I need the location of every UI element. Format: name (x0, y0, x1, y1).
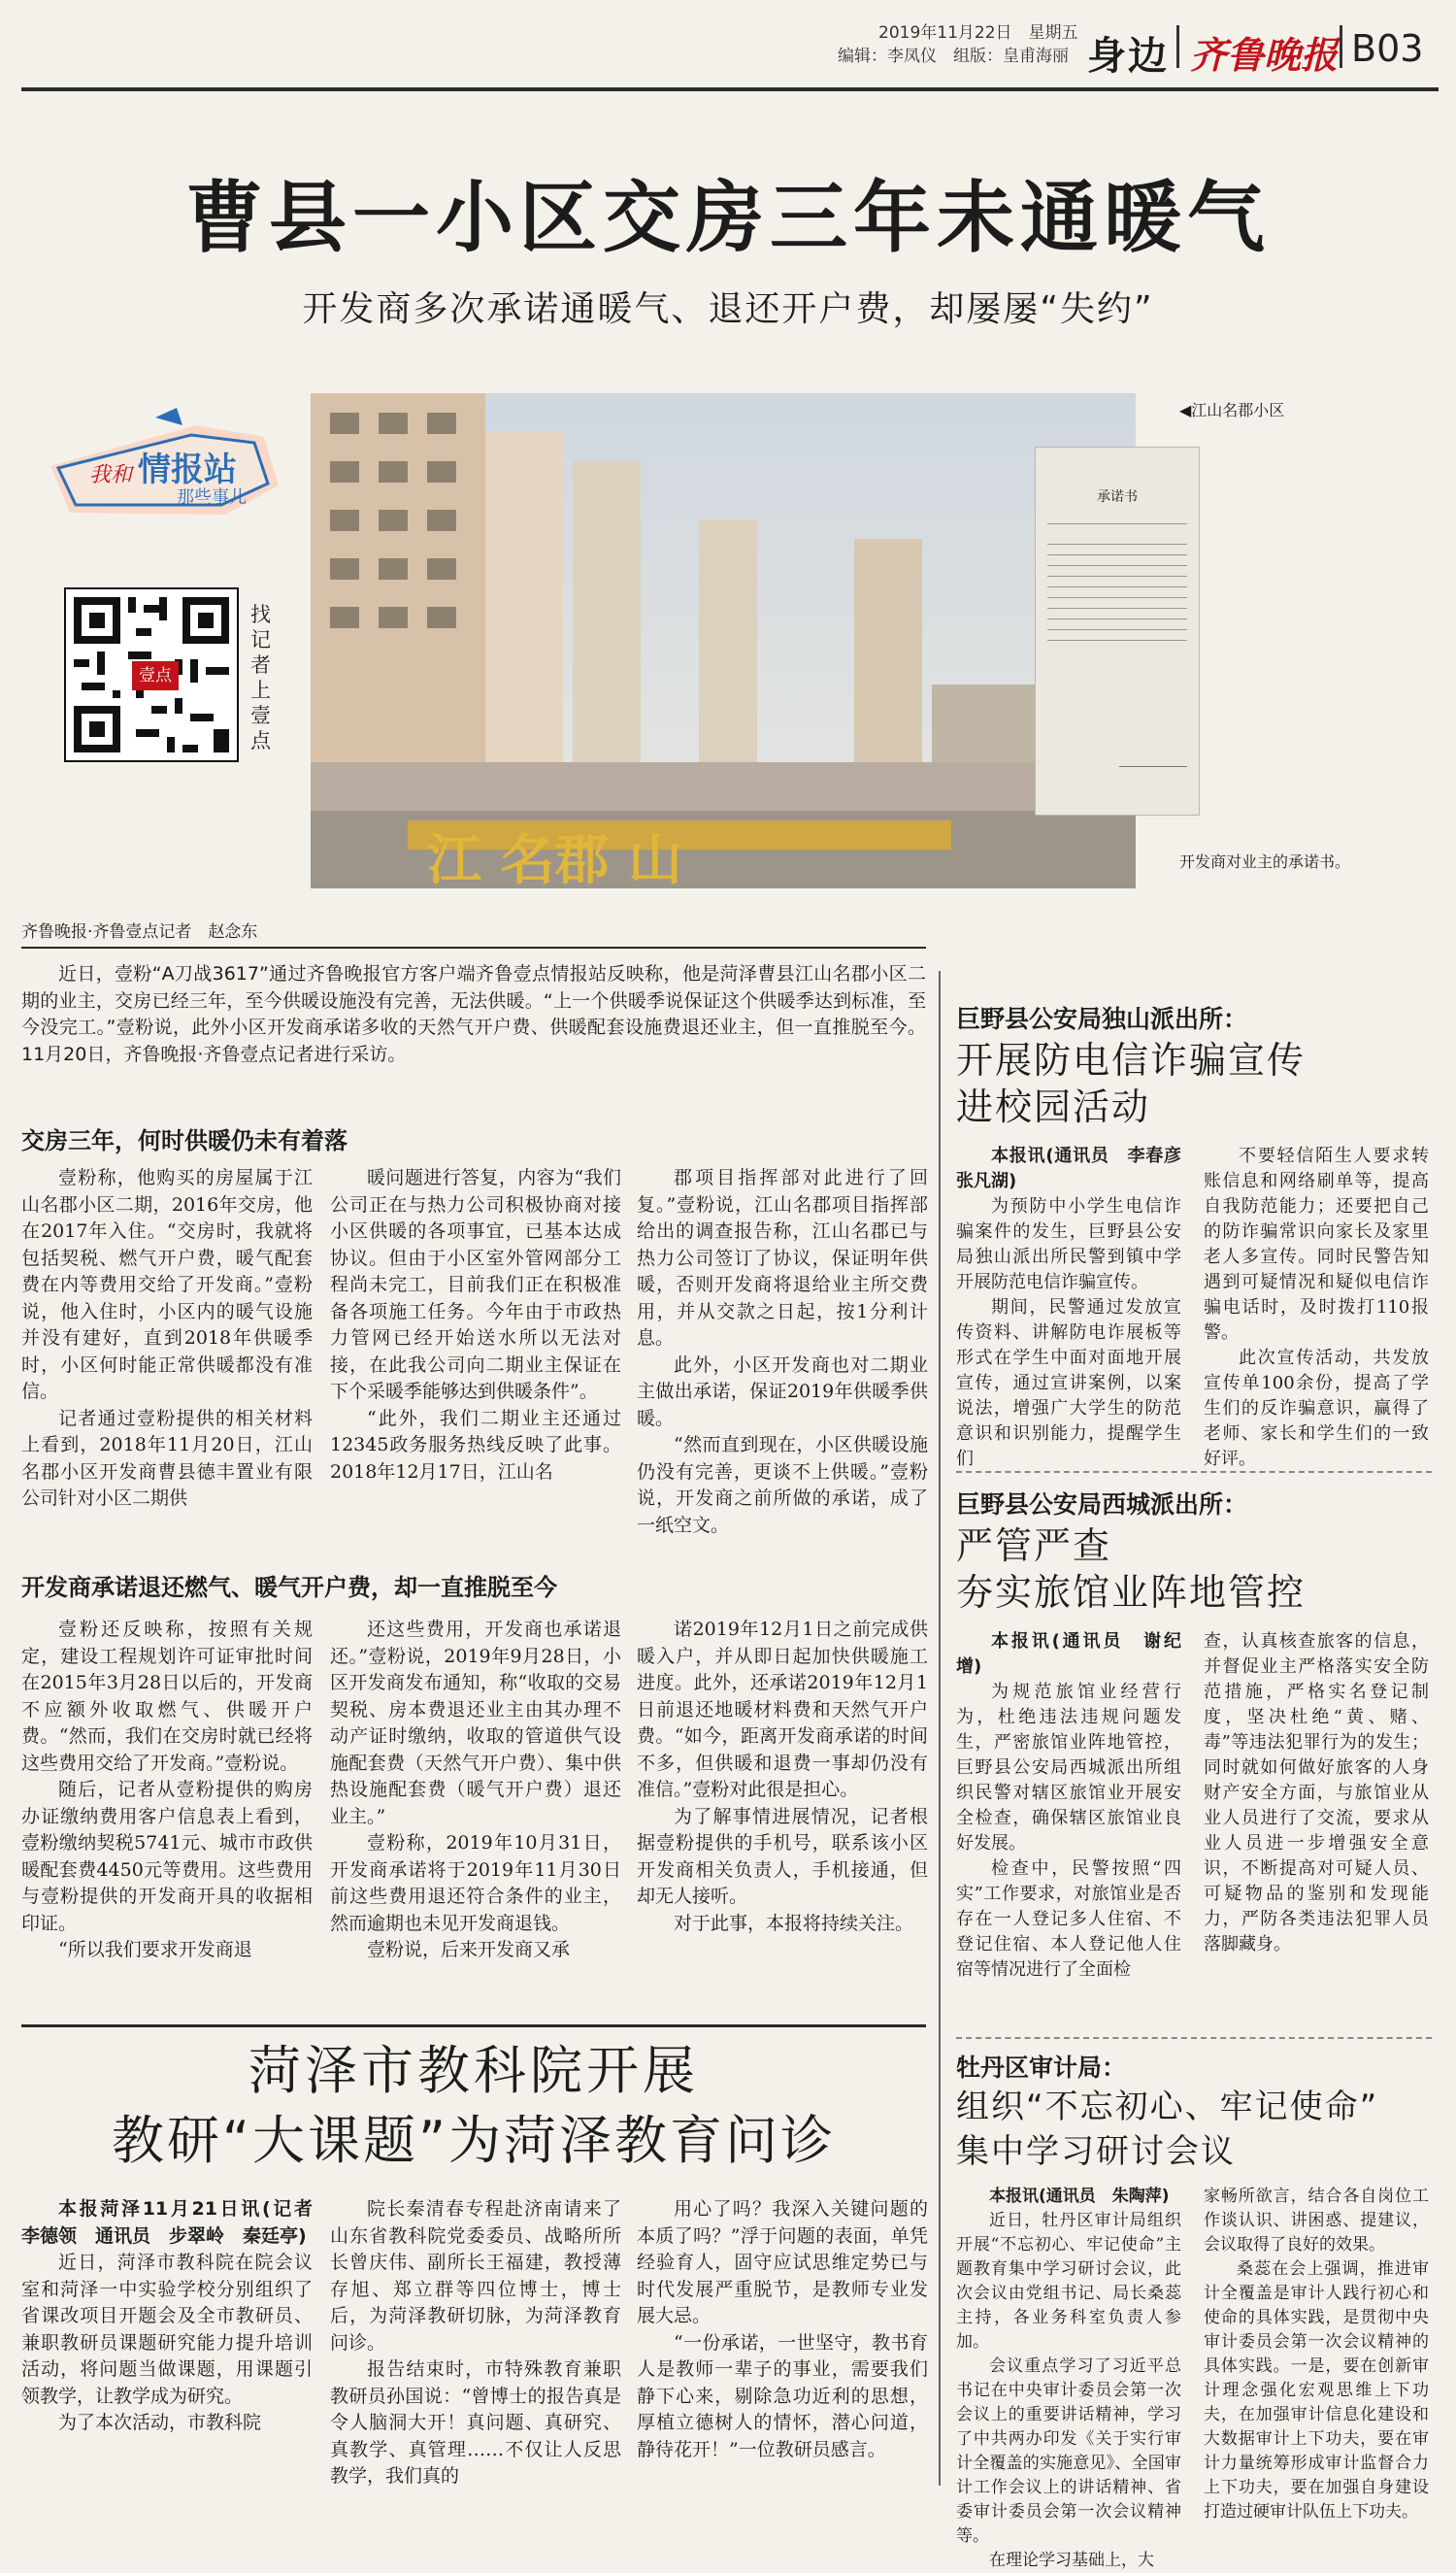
paragraph: 查，认真核查旅客的信息，并督促业主严格落实安全防范措施，严格实名登记制度，坚决杜绝“黄、赌、毒”等违法犯罪行为的发生；同时就如何做好旅客的人身财产安全方面，与旅馆业从业人员进行了交流，要求从业人员进一步增强安全意识，不断提高对可疑人员、可疑物品的鉴别和发现能力，严防各类违法犯罪人员落脚藏身。 (1204, 1631, 1429, 1955)
news2-title-2: 夯实旅馆业阵地管控 (956, 1571, 1307, 1614)
s2-col1 (21, 1617, 313, 2005)
news1-label: 巨野县公安局独山派出所： (956, 1005, 1248, 1033)
article2-title-1: 菏泽市教科院开展 (248, 2040, 699, 2101)
news3-label: 牡丹区审计局： (956, 2054, 1127, 2082)
paragraph: 暖问题进行答复，内容为“我们公司正在与热力公司积极协商对接小区供暖的各项事宜，已基本达成协议。但由于小区室外管网部分工程尚未完工，目前我们正在积极准备各项施工任务。今年由于市政热力管网已经开始送水所以无法对接，在此我公司向二期业主保证在下个采暖季能够达到供暖条件”。 (330, 1167, 621, 1402)
news-divider (956, 1471, 1432, 1473)
news3-title-1: 组织“不忘初心、牢记使命” (956, 2088, 1379, 2126)
paragraph: 此外，小区开发商也对二期业主做出承诺，保证2019年供暖季供暖。 (637, 1353, 928, 1429)
paragraph: 近日，牡丹区审计局组织开展“不忘初心、牢记使命”主题教育集中学习研讨会议，此次会议由党组书记、局长桑蕊主持，各业务科室负责人参加。 (956, 2211, 1181, 2352)
paragraph: 壹粉说，后来开发商又承 (367, 1939, 571, 1960)
sub-headline: 开发商多次承诺通暖气、退还开户费，却屡屡“失约” (302, 289, 1154, 329)
page-number: B03 (1351, 27, 1424, 70)
sign-text: 江 名郡 山 (427, 829, 682, 892)
news2-label: 巨野县公安局西城派出所： (956, 1490, 1248, 1519)
qr-label: 找记者 上壹点 (250, 603, 271, 752)
paragraph: 院长秦清春专程赴济南请来了山东省教科院党委委员、战略所所长曾庆伟、副所长王福建，教授薄存旭、郑立群等四位博士，博士后，为菏泽教研切脉，为菏泽教育问诊。 (330, 2198, 621, 2354)
paragraph: 不要轻信陌生人要求转账信息和网络刷单等，提高自我防范能力；还要把自己的防诈骗常识向家长及家里老人多宣传。同时民警告知遇到可疑情况和疑似电信诈骗电话时，及时拨打110报警。 (1204, 1146, 1429, 1343)
column-separator (939, 971, 941, 2486)
news3-col2 (1204, 2185, 1429, 2522)
paragraph: 在理论学习基础上，大 (989, 2551, 1154, 2570)
paragraph: 用心了吗？我深入关键问题的本质了吗？”浮于问题的表面，单凭经验育人，固守应试思维定势已与时代发展严重脱节，是教师专业发展大忌。 (637, 2198, 928, 2326)
article-lead (21, 961, 926, 1080)
dateline: 本报讯(通讯员 谢纪增) (956, 1631, 1181, 1677)
paper-logo: 齐鲁晚报 (1190, 33, 1339, 77)
paragraph: 家畅所欲言，结合各自岗位工作谈认识、讲困惑、提建议，会议取得了良好的效果。 (1204, 2187, 1429, 2255)
paragraph: 记者通过壹粉提供的相关材料上看到，2018年11月20日，江山名郡小区开发商曹县德丰置业有限公司针对小区二期供 (21, 1407, 313, 1509)
subhead-2: 开发商承诺退还燃气、暖气开户费，却一直推脱至今 (21, 1574, 557, 1601)
dateline: 本报讯(通讯员 李春彦 张凡湖) (956, 1146, 1199, 1191)
byline-rule (21, 947, 926, 949)
article-byline: 齐鲁晚报·齐鲁壹点记者 赵念东 (21, 922, 258, 942)
badge-top-text: 我和 (89, 463, 133, 487)
news1-title-2: 进校园活动 (956, 1086, 1151, 1128)
header-divider (1176, 25, 1179, 68)
info-station-badge[interactable] (31, 408, 303, 524)
news2-col1 (956, 1629, 1181, 2029)
paragraph: 郡项目指挥部对此进行了回复。”壹粉说，江山名郡项目指挥部给出的调查报告称，江山名郡已与热力公司签订了协议，保证明年供暖，否则开发商将退给业主所交费用，并从交款之日起，按1分利计息。 (637, 1167, 928, 1349)
paragraph: “一份承诺，一世坚守，教书育人是教师一辈子的事业，需要我们静下心来，剔除急功近利的思想，厚植立德树人的情怀，潜心问道，静待花开！”一位教研员感言。 (637, 2331, 928, 2460)
paragraph: 还这些费用，开发商也承诺退还。”壹粉说，2019年9月28日，小区开发商发布通知，称“收取的交易契税、房本费退还业主由其办理不动产证时缴纳，收取的管道供气设施配套费（天然气开户费）、集中供热设施配套费（暖气开户费）退还业主。” (330, 1619, 621, 1827)
paragraph: “然而直到现在，小区供暖设施仍没有完善，更谈不上供暖。”壹粉说，开发商之前所做的承诺，成了一纸空文。 (637, 1434, 928, 1536)
news1-title-1: 开展防电信诈骗宣传 (956, 1039, 1307, 1082)
qr-brand-logo: 壹点 (132, 661, 179, 690)
paragraph: 期间，民警通过发放宣传资料、讲解防电诈展板等形式在学生中面对面地开展宣传，通过宣讲案例，以案说法，增强广大学生的防范意识和识别能力，提醒学生们 (956, 1297, 1181, 1469)
s2-col2 (330, 1617, 621, 2005)
photo-caption-letter: 开发商对业主的承诺书。 (1179, 852, 1351, 871)
paragraph: “此外，我们二期业主还通过12345政务服务热线反映了此事。2018年12月17日，江山名 (330, 1407, 621, 1483)
news1-col1 (956, 1144, 1199, 1469)
section-name: 身边 (1087, 34, 1169, 79)
badge-sub-text: 那些事儿 (177, 487, 247, 508)
dateline: 本报讯(通讯员 朱陶萍) (989, 2187, 1170, 2206)
s1-col3 (637, 1165, 928, 1563)
letter-body-lines (1047, 534, 1187, 651)
header-rule (21, 87, 1439, 91)
news1-col2 (1204, 1144, 1429, 1469)
paragraph: 壹粉称，他购买的房屋属于江山名郡小区二期，2016年交房，他在2017年入住。“交房时，我就将包括契税、燃气开户费，暖气配套费在内等费用交给了开发商。”壹粉说，他入住时，小区内的暖气设施并没有建好，直到2018年供暖季时，小区何时能正常供暖都没有准信。 (21, 1167, 313, 1402)
paragraph: 为了本次活动，市教科院 (58, 2412, 262, 2433)
news2-title-1: 严管严查 (956, 1524, 1112, 1567)
paragraph: 桑蕊在会上强调，推进审计全覆盖是审计人践行初心和使命的具体实践，是贯彻中央审计委员会第一次会议精神的具体实践。一是，要在创新审计理念强化宏观思维上下功夫，在加强审计信息化建设和大数据审计上下功夫，要在审计力量统筹形成审计监督合力上下功夫，要在加强自身建设打造过硬审计队伍上下功夫。 (1204, 2259, 1429, 2522)
header-divider-2 (1340, 25, 1342, 68)
main-headline: 曹县一小区交房三年未通暖气 (185, 173, 1271, 263)
article-divider (21, 2024, 926, 2027)
a2-col1 (21, 2196, 332, 2488)
subhead-1: 交房三年，何时供暖仍未有着落 (21, 1127, 347, 1154)
editors-line: 编辑：李凤仪 组版：皇甫海丽 (838, 47, 1069, 66)
paragraph: 为规范旅馆业经营行为，杜绝违法违规问题发生，严密旅馆业阵地管控，巨野县公安局西城派出所组织民警对辖区旅馆业开展安全检查，确保辖区旅馆业良好发展。 (956, 1682, 1181, 1854)
paragraph: 报告结束时，市特殊教育兼职教研员孙国说：“曾博士的报告真是令人脑洞大开！真问题、真研究、真教学、真管理……不仅让人反思教学，我们真的 (330, 2358, 621, 2487)
paragraph: 检查中，民警按照“四实”工作要求，对旅馆业是否存在一人登记多人住宿、不登记住宿、本人登记他人住宿等情况进行了全面检 (956, 1858, 1181, 1980)
article2-title-2: 教研“大课题”为菏泽教育问诊 (112, 2110, 836, 2171)
news-photo (311, 393, 1136, 892)
paragraph: 会议重点学习了习近平总书记在中央审计委员会第一次会议上的重要讲话精神，学习了中共两办印发《关于实行审计全覆盖的实施意见》、全国审计工作会议上的讲话精神、省委审计委员会第一次会议精神等。 (956, 2356, 1181, 2546)
paragraph: 对于此事，本报将持续关注。 (674, 1912, 914, 1934)
s1-col1 (21, 1165, 313, 1563)
paragraph: 壹粉称，2019年10月31日，开发商承诺将于2019年11月30日前这些费用退还符合条件的业主，然而逾期也未见开发商退钱。 (330, 1832, 621, 1934)
news3-title-2: 集中学习研讨会议 (956, 2132, 1236, 2171)
paragraph: 为了解事情进展情况，记者根据壹粉提供的手机号，联系该小区开发商相关负责人，手机接通，但却无人接听。 (637, 1805, 928, 1907)
news2-col2 (1204, 1629, 1429, 2029)
a2-col2 (330, 2196, 621, 2488)
dateline: 本报菏泽11月21日讯(记者 李德领 通讯员 步翠岭 秦廷亭) (21, 2198, 332, 2247)
a2-col3 (637, 2196, 928, 2488)
paragraph: 诺2019年12月1日之前完成供暖入户，并从即日起加快供暖施工进度。此外，还承诺2019年12月1日前退还地暖材料费和天然气开户费。“如今，距离开发商承诺的时间不多，但供暖和退费一事却仍没有准信。”壹粉对此很是担心。 (637, 1619, 928, 1800)
photo-caption-right: ◀江山名郡小区 (1179, 401, 1285, 419)
badge-main-text: 情报站 (138, 451, 237, 489)
news3-col1 (956, 2185, 1181, 2570)
issue-date: 2019年11月22日 星期五 (878, 23, 1078, 43)
promise-letter-photo (1035, 447, 1200, 816)
letter-signature (1119, 728, 1187, 767)
paragraph: 壹粉还反映称，按照有关规定，建设工程规划许可证审批时间在2015年3月28日以后的，开发商不应额外收取燃气、供暖开户费。“然而，我们在交房时就已经将这些费用交给了开发商。”壹粉说。 (21, 1619, 313, 1774)
paragraph: 随后，记者从壹粉提供的购房办证缴纳费用客户信息表上看到，壹粉缴纳契税5741元、城市市政供暖配套费4450元等费用。这些费用与壹粉提供的开发商开具的收据相印证。 (21, 1779, 313, 1934)
paragraph: 为预防中小学生电信诈骗案件的发生，巨野县公安局独山派出所民警到镇中学开展防范电信诈骗宣传。 (956, 1196, 1181, 1292)
qr-code[interactable] (64, 587, 239, 762)
s2-col3 (637, 1617, 928, 2005)
news-divider-2 (956, 2037, 1432, 2039)
letter-title: 承诺书 (1097, 489, 1138, 505)
paragraph: “所以我们要求开发商退 (58, 1939, 252, 1960)
s1-col2 (330, 1165, 621, 1563)
paragraph: 此次宣传活动，共发放宣传单100余份，提高了学生们的反诈骗意识，赢得了老师、家长和学生们的一致好评。 (1204, 1348, 1429, 1469)
lead-paragraph: 近日，壹粉“A刀战3617”通过齐鲁晚报官方客户端齐鲁壹点情报站反映称，他是菏泽曹县江山名郡小区二期的业主，交房已经三年，至今供暖设施没有完善，无法供暖。“上一个供暖季说保证这个供暖季达到标准，至今没完工。”壹粉说，此外小区开发商承诺多收的天然气开户费、供暖配套设施费退还业主，但一直推脱至今。11月20日，齐鲁晚报·齐鲁壹点记者进行采访。 (21, 963, 926, 1065)
paragraph: 近日，菏泽市教科院在院会议室和菏泽一中实验学校分别组织了省课改项目开题会及全市教研员、兼职教研员课题研究能力提升培训活动，将问题当做课题，用课题引领教学，让教学成为研究。 (21, 2252, 313, 2407)
